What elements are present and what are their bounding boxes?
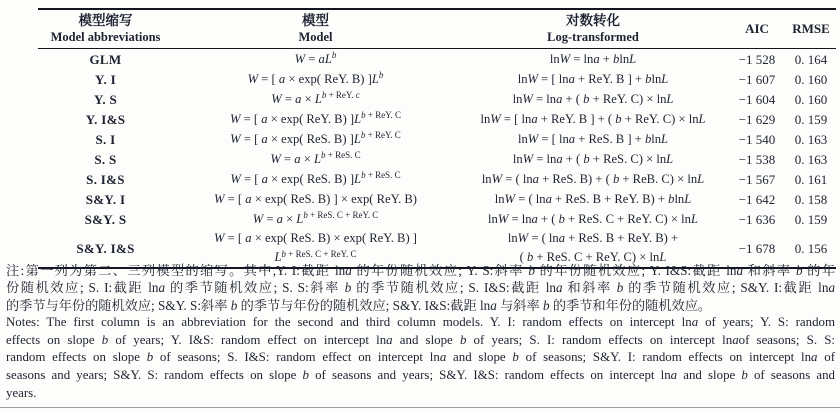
rmse-value-cell: 0. 163: [794, 151, 828, 167]
log-equation-cell: lnW = [ lna + ReS. B ] + blnL: [517, 131, 669, 146]
aic-value-cell: −1 538: [738, 151, 776, 167]
rmse-value-cell: 0. 160: [794, 91, 828, 107]
model-equation-cell: W = [ a × exp( ReS. B) ]$L^b$ $^{+ ReY. C}$: [230, 130, 401, 146]
header-model-en: Model: [298, 30, 333, 44]
notes-english: [6, 314, 835, 402]
log-equation-cell: lnW = lna + ( b + ReS. C) × lnL: [512, 151, 674, 166]
rmse-value-cell: 0. 156: [794, 240, 828, 256]
log-equation-cell: lnW = ( lna + ReS. B) + ( b + ReB. C) × lnL: [481, 171, 705, 186]
model-abbrev-cell: GLM: [89, 51, 122, 67]
page-bottom-rule: [0, 407, 840, 408]
log-equation-cell: lnW = ( lna + ReS. B + ReY. B) + ( b + ReS. C + ReY. C) × lnL: [507, 231, 679, 264]
note-zh-line: 注:第一列为第二、三列模型的缩写。其中,Y. I:截距 lna 的年份随机效应; Y. S:斜率 b 的年份随机效应; Y. I&S:截距 lna 和斜率 b 的年: [6, 263, 836, 278]
model-comparison-table-wrap: [38, 8, 836, 269]
model-abbrev-cell: Y. I&S: [85, 111, 126, 127]
aic-value-cell: −1 636: [738, 211, 776, 227]
table-row: [38, 89, 836, 109]
rmse-value-cell: 0. 159: [794, 111, 828, 127]
model-equation-cell: W = [ a × exp( ReS. B) ]$L^b$ $^{+ ReS. C}$: [230, 170, 401, 186]
rmse-value-cell: 0. 158: [794, 191, 828, 207]
model-abbrev-cell: Y. S: [93, 91, 118, 107]
model-equation-cell: $W = a \times L^b$ $^{+ ReS. C}$: [270, 150, 361, 166]
header-model-abbreviations: [38, 9, 173, 49]
rmse-value-cell: 0. 164: [794, 51, 828, 67]
log-equation-cell: lnW = lna + ( b + ReS. C + ReY. C) × lnL: [488, 211, 698, 226]
header-log-en: Log-transformed: [547, 30, 639, 44]
note-en-line: effects on slope b of years; Y. I&S: random effect on intercept lna and slope b of years; S. I: random effects on intercept lnaof seasons; S. S:: [6, 332, 835, 347]
log-equation-cell: lnW = [ lna + ReY. B ] + blnL: [517, 71, 669, 86]
table-row: [38, 69, 836, 89]
aic-value-cell: −1 629: [738, 111, 776, 127]
model-equation-cell: $W = a \times L^b$ $^{+ ReY. c}$: [271, 90, 360, 106]
model-table-body: [38, 49, 836, 269]
aic-value-cell: −1 540: [738, 131, 776, 147]
model-equation-cell: W = [ a × exp( ReS. B) × exp( ReY. B) ] $L^b$ $^{+ ReS. C + ReY. C}$: [214, 231, 417, 264]
log-equation-cell: lnW = [ lna + ReY. B ] + ( b + ReY. C) × lnL: [480, 111, 706, 126]
table-row: [38, 169, 836, 189]
note-en-line: random effects on slope b of seasons; S. I&S: random effect on intercept lna and slope b of seasons; S&Y. I: random effects on intercept lna of: [6, 350, 835, 365]
header-model: [173, 9, 458, 49]
rmse-value-cell: 0. 160: [794, 71, 828, 87]
table-row: [38, 209, 836, 229]
header-abbrev-en: Model abbreviations: [50, 30, 161, 44]
table-row: [38, 49, 836, 70]
log-equation-cell: lnW = ( lna + ReS. B + ReY. B) + blnL: [494, 191, 692, 206]
aic-value-cell: −1 678: [738, 240, 776, 256]
model-equation-cell: $W = a \times L^b$ $^{+ ReS. C + ReY. C}$: [252, 210, 379, 226]
rmse-value-cell: 0. 161: [794, 171, 828, 187]
table-row: [38, 149, 836, 169]
table-row: [38, 129, 836, 149]
model-abbrev-cell: S. I: [95, 131, 116, 147]
rmse-value-cell: 0. 159: [794, 211, 828, 227]
model-abbrev-cell: S. I&S: [86, 171, 125, 187]
aic-value-cell: −1 567: [738, 171, 776, 187]
model-equation-cell: $W = aL^b$: [294, 50, 337, 66]
header-model-zh: 模型: [302, 13, 329, 28]
note-en-line: years.: [6, 385, 37, 400]
header-row: [38, 9, 836, 49]
log-equation-cell: lnW = lna + blnL: [549, 51, 637, 66]
header-log-transformed: [458, 9, 728, 49]
model-abbrev-cell: S. S: [94, 151, 117, 167]
header-abbrev-zh: 模型缩写: [78, 13, 133, 28]
aic-value-cell: −1 607: [738, 71, 776, 87]
model-equation-cell: W = [ a × exp( ReY. B) ]$L^b$: [247, 70, 384, 86]
notes-chinese: [6, 262, 835, 314]
table-notes: [6, 262, 835, 402]
model-abbrev-cell: S&Y. I: [85, 191, 126, 207]
header-rmse: RMSE: [792, 20, 830, 36]
table-row: [38, 189, 836, 209]
rmse-value-cell: 0. 163: [794, 131, 828, 147]
aic-value-cell: −1 642: [738, 191, 776, 207]
note-zh-line: 份随机效应; S. I:截距 lna 的季节随机效应; S. S:斜率 b 的季节随机效应; S. I&S:截距 lna 和斜率 b 的季节随机效应; S&Y. I:截距 lna: [6, 280, 836, 296]
model-abbrev-cell: S&Y. I&S: [76, 240, 135, 256]
note-zh-line: 的季节与年份的随机效应; S&Y. S:斜率 b 的季节与年份的随机效应; S&Y. I&S:截距 lna 与斜率 b 的季节和年份的随机效应。: [6, 297, 712, 313]
model-abbrev-cell: Y. I: [95, 71, 116, 87]
log-equation-cell: lnW = lna + ( b + ReY. C) × lnL: [512, 91, 674, 106]
aic-value-cell: −1 528: [738, 51, 776, 67]
model-equation-cell: W = [ a × exp( ReY. B) ]$L^b$ $^{+ ReY. C}$: [229, 110, 402, 126]
header-aic: AIC: [745, 20, 769, 36]
table-row: [38, 109, 836, 129]
model-abbrev-cell: S&Y. S: [84, 211, 127, 227]
note-en-line: seasons and years; S&Y. S: random effects on slope b of seasons and years; S&Y. I&S: random effects on intercept lna and slope b of seasons and: [6, 368, 836, 382]
note-en-line: Notes: The first column is an abbreviation for the second and third column models. Y. I: random effects on intercept lna of years; Y. S: random: [6, 315, 835, 330]
aic-value-cell: −1 604: [738, 91, 776, 107]
model-comparison-table: [38, 8, 836, 269]
model-equation-cell: W = [ a × exp( ReS. B) ] × exp( ReY. B): [214, 191, 417, 206]
header-log-zh: 对数转化: [566, 13, 620, 28]
